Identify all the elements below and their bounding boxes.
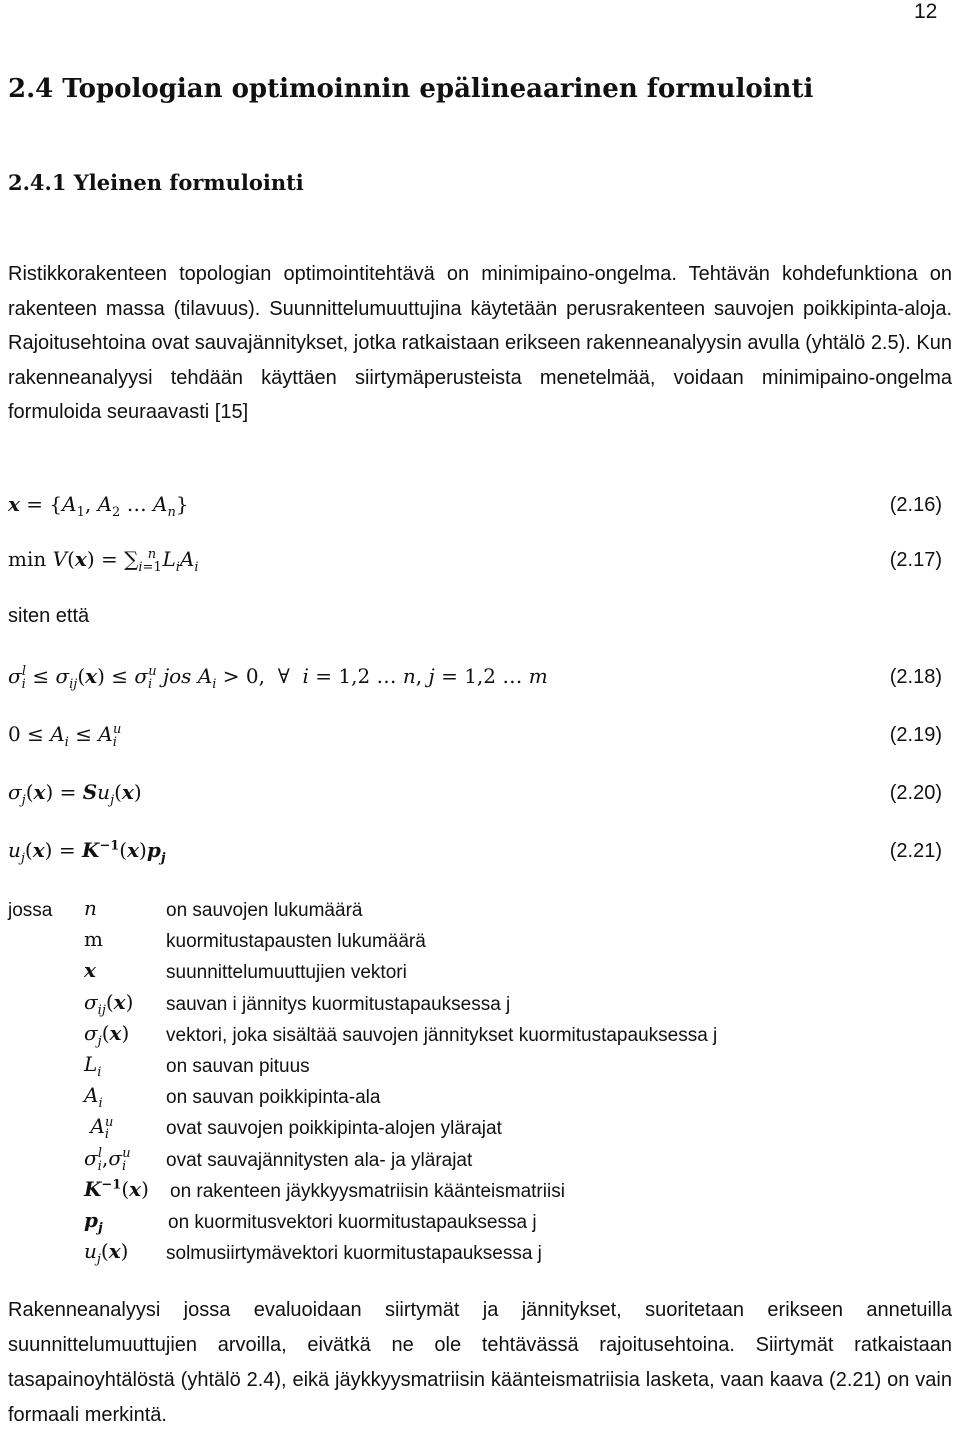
definition-desc: ovat sauvojen poikkipinta-alojen ylärajat xyxy=(166,1118,502,1140)
definition-row xyxy=(8,1177,952,1208)
subsection-heading: 2.4.1 Yleinen formulointi xyxy=(8,170,304,195)
equation-2-16-formula: $x = \{A_1$, $A_2$ … $A_n$} xyxy=(8,492,189,520)
definition-desc: solmusiirtymävektori kuormitustapauksessa j xyxy=(166,1243,542,1265)
definition-row xyxy=(8,1114,952,1145)
equation-2-16 xyxy=(8,492,952,526)
equation-2-20-formula: $\sigma_j(x) = Su_j(x)$ xyxy=(8,780,142,808)
definition-row xyxy=(8,1052,952,1083)
symbol-m: m xyxy=(84,927,103,952)
equation-2-19-formula: $0 \le A_i \le A_i^u$ xyxy=(8,722,122,750)
symbol-p-j: $p_j$ xyxy=(84,1207,103,1236)
equation-2-19 xyxy=(8,722,952,756)
equation-2-18 xyxy=(8,664,952,698)
equation-2-17-formula: $\min V(x) = \sum_{i=1}^n$ $L_iA_i$ xyxy=(8,547,199,575)
equation-2-21 xyxy=(8,838,952,872)
constraint-intro-text: siten että xyxy=(8,605,90,627)
definitions-label: jossa xyxy=(8,900,53,921)
symbol-A-i: $A_i$ xyxy=(84,1083,103,1112)
definition-row xyxy=(8,927,952,958)
equation-2-18-formula: $\sigma_i^l \le \sigma_{ij}(x) \le \sigma_i^u$ jos $A_i > 0$, ∀ i = 1,2 … n, j = 1,2 … m xyxy=(8,664,548,692)
intro-paragraph xyxy=(8,257,952,430)
page-number: 12 xyxy=(914,0,938,23)
definition-row xyxy=(8,1146,952,1177)
symbol-x: x xyxy=(84,958,96,983)
closing-paragraph-text: Rakenneanalyysi jossa evaluoidaan siirtymät ja jännitykset, suoritetaan erikseen annetuilla suunnittelumuuttujien arvoilla, eivätkä ne ole tehtävässä rajoitusehtoina. Siirtymät ratkaistaan tasapainoyhtälöstä (yhtälö 2.4), eikä jäykkyysmatriisin käänteismatriisia lasketa, vaan kaava (2.21) on vain formaali merkintä. xyxy=(8,1299,952,1426)
definition-desc: on sauvojen lukumäärä xyxy=(166,900,363,921)
equation-2-16-number: (2.16) xyxy=(889,494,942,516)
symbol-sigma-ij: $\sigma_{ij}(x)$ xyxy=(84,989,134,1018)
equation-2-18-jos: jos xyxy=(162,664,192,688)
definition-desc: kuormitustapausten lukumäärä xyxy=(166,931,426,953)
definition-desc: ovat sauvajännitysten ala- ja ylärajat xyxy=(166,1149,473,1171)
definition-desc: on sauvan pituus xyxy=(166,1055,310,1077)
definition-row xyxy=(8,990,952,1021)
equation-2-21-number: (2.21) xyxy=(889,840,942,862)
equation-2-18-number: (2.18) xyxy=(889,666,942,688)
symbol-n: n xyxy=(84,896,97,920)
definition-row xyxy=(8,1208,952,1239)
equation-2-19-number: (2.19) xyxy=(889,724,942,746)
definition-row xyxy=(8,1239,952,1270)
definition-row xyxy=(8,1021,952,1052)
equation-2-20 xyxy=(8,780,952,814)
symbol-A-i-u: $A_i^u$ xyxy=(84,1114,114,1143)
definitions-list xyxy=(8,896,952,1270)
definition-desc: suunnittelumuuttujien vektori xyxy=(166,962,407,984)
symbol-K-inverse: $K^{-1}(x)$ xyxy=(84,1176,149,1201)
section-heading: 2.4 Topologian optimoinnin epälineaarinen formulointi xyxy=(8,74,814,104)
equation-2-20-number: (2.20) xyxy=(889,782,942,804)
equation-2-17 xyxy=(8,547,952,581)
definition-desc: on sauvan poikkipinta-ala xyxy=(166,1087,381,1109)
closing-paragraph xyxy=(8,1293,952,1433)
definition-row xyxy=(8,1083,952,1114)
definition-desc: sauvan i jännitys kuormitustapauksessa j xyxy=(166,993,511,1015)
equation-2-17-number: (2.17) xyxy=(889,549,942,571)
definition-desc: on rakenteen jäykkyysmatriisin käänteismatriisi xyxy=(170,1180,565,1202)
symbol-L-i: $L_i$ xyxy=(84,1051,102,1080)
symbol-u-j: $u_j(x)$ xyxy=(84,1239,129,1268)
symbol-sigma-j: $\sigma_j(x)$ xyxy=(84,1020,130,1049)
equation-2-21-formula: $u_j(x) = K^{-1}(x)p_j$ xyxy=(8,838,166,866)
symbol-sigma-bounds: $\sigma_i^l,\sigma_i^u$ xyxy=(84,1145,131,1174)
definition-row xyxy=(8,958,952,989)
definition-desc: vektori, joka sisältää sauvojen jännitykset kuormitustapauksessa j xyxy=(166,1024,718,1046)
definition-row xyxy=(8,896,952,927)
intro-paragraph-text: Ristikkorakenteen topologian optimointitehtävä on minimipaino-ongelma. Tehtävän kohdefunktiona on rakenteen massa (tilavuus). Suunnittelumuuttujina käytetään perusrakenteen sauvojen poikkipinta-aloja. Rajoitusehtoina ovat sauvajännitykset, jotka ratkaistaan erikseen rakenneanalyysin avulla (yhtälö 2.5). Kun rakenneanalyysi tehdään käyttäen siirtymäperusteista menetelmää, voidaan minimipaino-ongelma formuloida seuraavasti [15] xyxy=(8,263,952,424)
definition-desc: on kuormitusvektori kuormitustapauksessa j xyxy=(168,1211,537,1233)
